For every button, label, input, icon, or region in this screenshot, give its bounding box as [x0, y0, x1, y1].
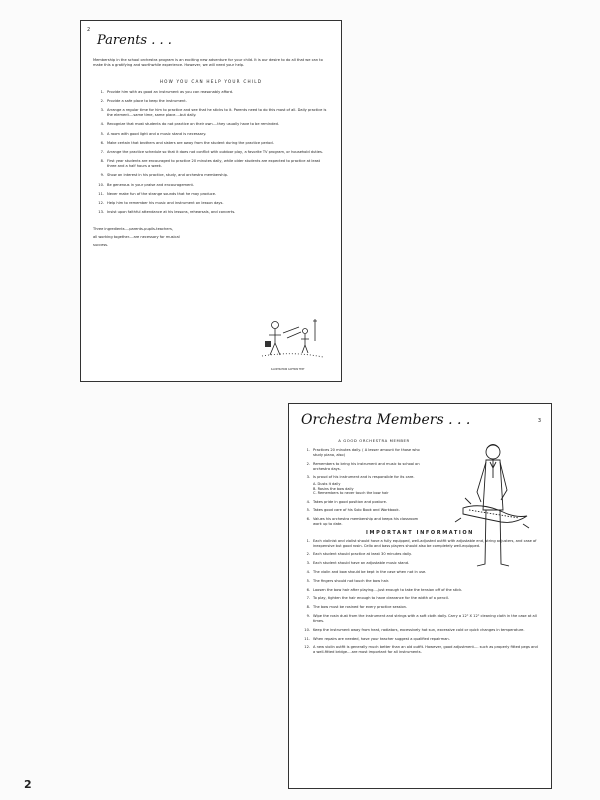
orchestra-title: Orchestra Members . . .: [301, 412, 471, 428]
parents-heading: HOW YOU CAN HELP YOUR CHILD: [159, 78, 263, 84]
list-item: 8. First year students are encouraged to practice 20 minutes daily, while older students are expected to practice at least three and a half hours a week.: [100, 159, 321, 169]
list-item: 8. The bow must be rosined for every practice session.: [306, 605, 408, 610]
list-item: 1. Provide him with as good an instrument as you can reasonably afford.: [100, 89, 234, 94]
list-item: 5. A room with good light and a music stand is necessary.: [100, 131, 207, 136]
list-item: 7. Arrange the practice schedule so that it does not conflict with outdoor play, a favorite TV program, or household duties.: [100, 149, 323, 154]
list-item: 6. Values his orchestra membership and keeps his classroom work up to date.: [306, 516, 419, 526]
parents-title: Parents . . .: [97, 33, 172, 48]
list-item: 3. Is proud of his instrument and is responsible for its care.: [306, 475, 415, 480]
list-item: 10. Be generous in your praise and encouragement.: [98, 182, 195, 187]
orchestra-page-number: 3: [537, 418, 541, 424]
list-item: 11. Never make fun of the strange sounds that he may produce.: [98, 191, 217, 196]
list-item: 10. Keep the instrument away from heat, radiators, excessively hot sun, excessive cold or quick changes in temperature.: [304, 627, 525, 632]
list-item: 6. Make certain that brothers and sisters are away from the student during the practice period.: [100, 140, 274, 145]
important-info-heading: IMPORTANT INFORMATION: [366, 529, 474, 536]
illustration-caption: ILLUSTRATION CAPTION TEXT: [271, 368, 305, 371]
list-item: 2. Provide a safe place to keep the instrument.: [100, 99, 187, 103]
list-item: 5. The fingers should not touch the bow hair.: [306, 578, 390, 583]
list-item: 12. Help him to remember his music and instrument on lesson days.: [98, 200, 224, 205]
parents-intro: Membership in the school orchestra program is an exciting new adventure for your child. It is our desire to do all that we can to make this a gratifying and worthwhile experience. However, we will need your help.: [93, 58, 323, 68]
list-item: 3. Each student should have an adjustable music stand.: [306, 561, 410, 566]
list-item: 5. Takes good care of his Solo Book and Workbook.: [306, 508, 400, 513]
family-practice-illustration: [257, 311, 329, 371]
list-item: 9. Wipe the rosin dust from the instrument and strings with a soft cloth daily. Carry a 12" X 12" cleaning cloth in the case at all times.: [306, 613, 537, 623]
list-item: 1. Each violinist and violist should have a fully equipped, well-adjusted outfit with adjustable end, string adjusters, and case of inexpensive but good rosin. Cello and bass players should also be completely well-equipped.: [306, 538, 537, 548]
good-member-list-continued: [299, 500, 427, 527]
list-item: 13. Insist upon faithful attendance at his lessons, rehearsals, and concerts.: [98, 210, 236, 215]
parents-page: [80, 20, 342, 382]
list-item: 2. Each student should practice at least 30 minutes daily.: [306, 552, 412, 557]
list-item: 7. To play, tighten the hair enough to have clearance for the width of a pencil.: [306, 596, 450, 601]
list-item: 1. Practices 20 minutes daily. ( A lesser amount for those who study piano, also): [306, 448, 420, 457]
list-item: 4. The violin and bow should be kept in the case when not in use.: [306, 569, 427, 574]
list-item: 6. Loosen the bow hair after playing....just enough to take the tension off of the stick.: [306, 587, 463, 592]
parents-page-number: 2: [87, 27, 91, 33]
good-member-list: [299, 448, 427, 480]
list-item: 2. Remembers to bring his instrument and music to school on orchestra days.: [306, 461, 420, 471]
list-item: 4. Takes pride in good position and posture.: [306, 499, 387, 504]
parents-help-list: [93, 90, 329, 215]
page-number: 2: [24, 778, 32, 791]
list-item: 12. A new violin outfit is generally much better than an old outfit. However, good adjustment.... such as properly fitted pegs and a well-fitted bridge....are most important for all instruments.: [304, 645, 538, 655]
orchestra-subheading: A GOOD ORCHESTRA MEMBER: [338, 438, 410, 443]
list-item: 3. Arrange a regular time for him to practice and see that he sticks to it. Parents need to do this most of all. Daily practice is the element....same time, same place....but daily.: [100, 108, 327, 118]
parents-closing: Three ingredients....parents-pupils-teachers, all working together....are necessary for musical success.: [93, 227, 180, 248]
cellist-illustration: [453, 438, 533, 578]
list-item: 9. Show an interest in his practice, study, and orchestra membership.: [100, 173, 228, 178]
list-item: 4. Recognize that most students do not practice on their own....they usually have to be reminded.: [100, 122, 279, 127]
care-sub-list: A. Dusts it daily B. Rosins the bow daily C. Remembers to never touch the bow hair: [313, 481, 389, 496]
orchestra-page: [288, 403, 552, 789]
list-item: 11. When repairs are needed, have your teacher suggest a qualified repairman.: [304, 636, 450, 641]
